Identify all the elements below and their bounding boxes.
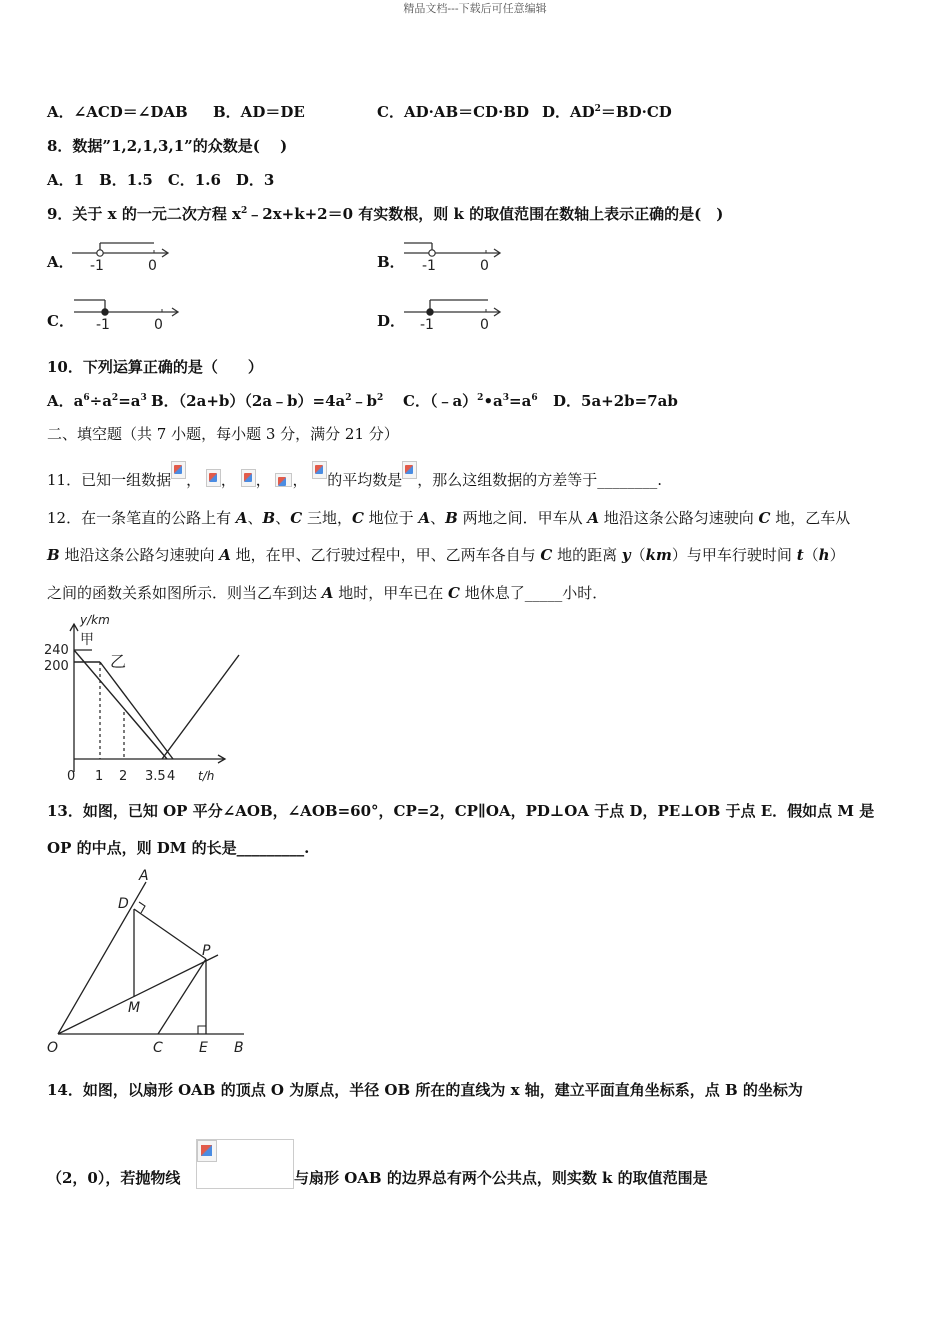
q9-label-c: C． — [47, 312, 74, 330]
svg-text:0: 0 — [480, 258, 489, 274]
svg-text:-1: -1 — [420, 317, 434, 333]
q7-option-b: B．AD＝DE — [213, 103, 305, 121]
graph-xlabel: t/h — [198, 769, 215, 783]
q9-label-d: D． — [377, 312, 406, 330]
q11-data-image-3 — [241, 469, 256, 487]
q9-label-b: B． — [377, 253, 405, 271]
q9-label-a: A． — [47, 253, 74, 271]
svg-text:B: B — [234, 1040, 244, 1056]
q10-option-d: D．5a+2b=7ab — [553, 392, 678, 410]
q11-data-image-4 — [275, 473, 292, 487]
q12-graph — [40, 612, 250, 788]
q10-option-b: B．$(2a+b)(2a﹣b)=4a^2﹣b^2$ — [151, 392, 384, 410]
q11-data-image-5 — [312, 461, 327, 479]
svg-text:0: 0 — [154, 317, 163, 333]
q9-numberline-a — [68, 233, 178, 275]
svg-text:-1: -1 — [422, 258, 436, 274]
q8-options: A．1 B．1.5 C．1.6 D．3 — [47, 171, 275, 189]
svg-text:E: E — [199, 1040, 208, 1056]
svg-text:P: P — [202, 943, 211, 959]
graph-tick-240: 240 — [44, 643, 69, 658]
graph-label-yi: 乙 — [110, 652, 127, 671]
svg-text:A: A — [139, 868, 149, 884]
q14-parabola-image — [196, 1139, 294, 1189]
q12-line-2: B 地沿这条公路匀速驶向 A 地，在甲、乙行驶过程中，甲、乙两车各自与 C 地的距离 y（km）与甲车行驶时间 t（h） — [47, 546, 845, 564]
q11-data-image-1 — [171, 461, 186, 479]
svg-text:-1: -1 — [90, 258, 104, 274]
graph-tick-3-5: 3.5 — [145, 769, 166, 784]
q12-line-1: 12．在一条笔直的公路上有 A、B、C 三地，C 地位于 A、B 两地之间．甲车从 A 地沿这条公路匀速驶向 C 地，乙车从 — [47, 509, 851, 527]
q11-text: 11．已知一组数据 ， ， ， ， 的平均数是 ，那么这组数据的方差等于________. — [47, 461, 662, 489]
q13-line-1: 13．如图，已知 OP 平分∠AOB，∠AOB=60°，CP=2，CP∥OA，PD⊥OA 于点 D，PE⊥OB 于点 E．假如点 M 是 — [47, 802, 875, 820]
yi-down — [100, 662, 173, 759]
q11-data-image-2 — [206, 469, 221, 487]
svg-text:M: M — [128, 1000, 141, 1016]
q10-option-a: A．$a^6\div a^2=a^3$ — [47, 392, 147, 410]
q12-line-3: 之间的函数关系如图所示．则当乙车到达 A 地时，甲车已在 C 地休息了_____小时． — [47, 584, 608, 602]
q11-mean-image — [402, 461, 417, 479]
q14-line-1: 14．如图，以扇形 OAB 的顶点 O 为原点，半径 OB 所在的直线为 x 轴，建立平面直角坐标系，点 B 的坐标为 — [47, 1081, 803, 1099]
q8-stem: 8．数据”1,2,1,3,1”的众数是( ) — [47, 137, 288, 155]
svg-text:C: C — [153, 1040, 163, 1056]
graph-label-jia: 甲 — [80, 632, 94, 648]
svg-text:-1: -1 — [96, 317, 110, 333]
q10-stem: 10．下列运算正确的是（ ） — [47, 358, 263, 376]
q9-numberline-d — [400, 292, 510, 334]
q13-line-2: OP 的中点，则 DM 的长是_________. — [47, 839, 310, 857]
q7-option-a: A．∠ACD＝∠DAB — [47, 103, 188, 121]
q13-figure — [44, 866, 254, 1058]
graph-tick-1: 1 — [95, 769, 104, 784]
graph-tick-200: 200 — [44, 659, 69, 674]
q14-line-2-pre: （2，0），若抛物线 — [47, 1169, 181, 1187]
section-2-title: 二、填空题（共 7 小题，每小题 3 分，满分 21 分） — [47, 425, 399, 443]
page-header: 精品文档---下载后可任意编辑 — [403, 2, 547, 15]
q9-numberline-b — [400, 233, 510, 275]
q10-option-c: C．$(﹣a)^2•a^3=a^6$ — [403, 392, 538, 410]
svg-text:D: D — [118, 896, 129, 912]
graph-tick-2: 2 — [119, 769, 128, 784]
svg-text:0: 0 — [480, 317, 489, 333]
q7-option-d: D．$AD^2=BD\cdot CD$ — [542, 103, 672, 121]
svg-text:0: 0 — [148, 258, 157, 274]
graph-tick-4: 4 — [167, 769, 176, 784]
yi-up — [162, 655, 239, 759]
svg-text:O: O — [47, 1040, 59, 1056]
q14-line-2-post: 与扇形 OAB 的边界总有两个公共点，则实数 k 的取值范围是 — [294, 1169, 708, 1187]
q9-numberline-c — [70, 292, 185, 334]
graph-tick-0: 0 — [67, 769, 76, 784]
q7-option-c: C．AD·AB＝CD·BD — [377, 103, 529, 121]
q9-stem: 9．关于 x 的一元二次方程 $x^2﹣2x+k+2=0$ 有实数根，则 k 的取值范围在数轴上表示正确的是( ) — [47, 205, 724, 223]
graph-ylabel: y/km — [80, 613, 110, 627]
